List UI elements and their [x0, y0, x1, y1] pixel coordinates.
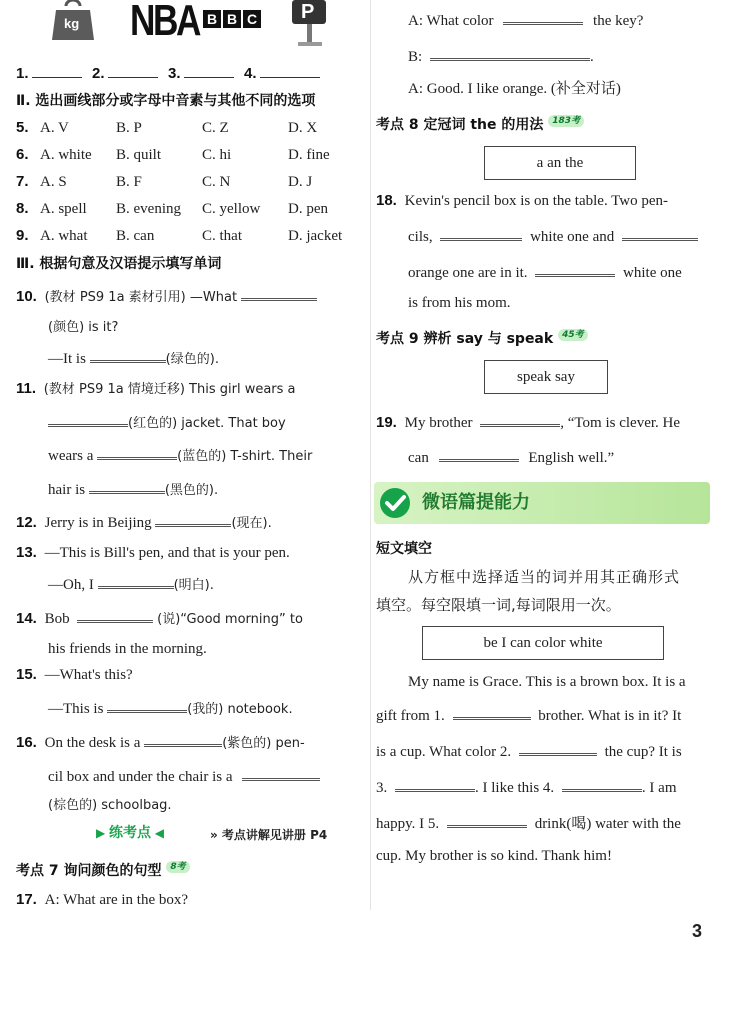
option-c[interactable]: C. Z [202, 120, 229, 136]
answer-blank[interactable] [242, 764, 320, 781]
question-8: 8. A. spell B. evening C. yellow D. pen [16, 198, 29, 220]
answer-blank[interactable] [97, 443, 177, 460]
question-18: 18. Kevin's pencil box is on the table. Two pen- [376, 192, 669, 209]
passage-line-2: gift from 1. brother. What is in it? It [376, 703, 681, 727]
option-d[interactable]: D. jacket [288, 228, 343, 244]
option-b[interactable]: B. quilt [116, 147, 162, 163]
answer-row-1-4: 1. 2. 3. 4. [16, 63, 320, 85]
answer-blank[interactable] [440, 224, 522, 241]
option-d[interactable]: D. pen [288, 201, 328, 217]
question-5: 5. A. V B. P C. Z D. X [16, 117, 29, 139]
answer-blank[interactable] [77, 606, 153, 623]
option-d[interactable]: D. J [288, 174, 313, 190]
answer-blank[interactable] [535, 260, 615, 277]
banner-title: 微语篇提能力 [422, 492, 530, 513]
passage-line-3: is a cup. What color 2. the cup? It is [376, 739, 682, 763]
option-c[interactable]: C. N [202, 174, 231, 190]
option-d[interactable]: D. fine [288, 147, 330, 163]
answer-blank[interactable] [260, 63, 320, 78]
passage-instruction-1: 从方框中选择适当的词并用其正确形式 [408, 568, 681, 586]
answer-blank[interactable] [89, 477, 165, 494]
answer-blank[interactable] [480, 410, 560, 427]
option-c[interactable]: C. hi [202, 147, 232, 163]
answer-blank[interactable] [155, 510, 231, 527]
option-b[interactable]: B. evening [116, 201, 181, 217]
question-13: 13. —This is Bill's pen, and that is your pen. [16, 544, 290, 561]
option-c[interactable]: C. that [202, 228, 242, 244]
answer-blank[interactable] [430, 44, 590, 61]
question-15: 15. —What's this? [16, 666, 133, 683]
question-11: 11. (教材 PS9 1a 情境迁移) This girl wears a [16, 380, 296, 397]
passage-line-1: My name is Grace. This is a brown box. It is a [408, 674, 686, 690]
option-a[interactable]: A. white [40, 147, 92, 163]
option-b[interactable]: B. F [116, 174, 142, 190]
answer-blank[interactable] [519, 739, 597, 756]
question-7: 7. A. S B. F C. N D. J [16, 171, 29, 193]
answer-blank[interactable] [447, 811, 527, 828]
answer-blank[interactable] [32, 63, 82, 78]
word-box-articles: a an the [484, 146, 636, 180]
kp7-title: 考点 7 询问颜色的句型 8考 [16, 860, 190, 882]
option-a[interactable]: A. S [40, 174, 67, 190]
exam-count-badge: 45考 [558, 329, 588, 341]
passage-instruction-2: 填空。每空限填一词,每词限用一次。 [376, 596, 621, 614]
option-d[interactable]: D. X [288, 120, 318, 136]
word-box-passage: be I can color white [422, 626, 664, 660]
question-9: 9. A. what B. can C. that D. jacket [16, 225, 29, 247]
answer-blank[interactable] [108, 63, 158, 78]
arrow-left-icon: ◀ [154, 826, 164, 840]
exam-count-badge: 183考 [548, 115, 584, 127]
answer-blank[interactable] [395, 775, 475, 792]
section-2-title: Ⅱ. 选出画线部分或字母中音素与其他不同的选项 [16, 93, 316, 109]
parking-sign-icon: P [292, 0, 328, 48]
answer-blank[interactable] [453, 703, 531, 720]
question-17-line-b: B: . [408, 44, 594, 68]
nba-logo: NBA [130, 0, 200, 45]
exam-count-badge: 8考 [166, 861, 189, 873]
practice-reference: » 考点讲解见讲册 P4 [210, 828, 328, 842]
option-b[interactable]: B. P [116, 120, 142, 136]
question-17: 17. A: What are in the box? [16, 891, 189, 908]
section-3-title: Ⅲ. 根据句意及汉语提示填写单词 [16, 256, 222, 272]
option-a[interactable]: A. what [40, 228, 88, 244]
answer-blank[interactable] [439, 445, 519, 462]
answer-blank[interactable] [622, 224, 698, 241]
option-b[interactable]: B. can [116, 228, 155, 244]
question-17-line-a: A: What color the key? [408, 8, 643, 32]
question-14: 14. Bob (说)“Good morning” to [16, 606, 303, 631]
answer-blank[interactable] [144, 730, 222, 747]
arrow-right-icon: ▶ [96, 826, 106, 840]
question-10: 10. (教材 PS9 1a 素材引用) —What [16, 284, 317, 309]
kp8-title: 考点 8 定冠词 the 的用法 183考 [376, 114, 584, 136]
question-6: 6. A. white B. quilt C. hi D. fine [16, 144, 29, 166]
passage-line-6: cup. My brother is so kind. Thank him! [376, 848, 612, 864]
option-a[interactable]: A. V [40, 120, 69, 136]
kg-weight-icon [50, 0, 96, 40]
answer-blank[interactable] [48, 410, 128, 427]
answer-blank[interactable] [107, 696, 187, 713]
option-a[interactable]: A. spell [40, 201, 87, 217]
bbc-logo: B B C [203, 10, 261, 28]
passage-line-5: happy. I 5. drink(喝) water with the [376, 811, 681, 835]
question-16: 16. On the desk is a (紫色的) pen- [16, 730, 305, 755]
column-divider [370, 0, 371, 910]
answer-blank[interactable] [503, 8, 583, 25]
kp9-title: 考点 9 辨析 say 与 speak 45考 [376, 328, 588, 350]
page-number: 3 [692, 921, 703, 941]
kg-label: kg [64, 16, 80, 31]
question-19: 19. My brother , “Tom is clever. He [376, 410, 680, 434]
answer-blank[interactable] [241, 284, 317, 301]
checkmark-icon [378, 486, 412, 525]
answer-blank[interactable] [184, 63, 234, 78]
option-c[interactable]: C. yellow [202, 201, 261, 217]
answer-blank[interactable] [90, 346, 166, 363]
practice-label: ▶ 练考点 ◀ [96, 825, 164, 841]
word-box-say-speak: speak say [484, 360, 608, 394]
passage-line-4: 3. . I like this 4. . I am [376, 775, 677, 799]
answer-blank[interactable] [98, 572, 174, 589]
passage-heading: 短文填空 [376, 541, 432, 557]
answer-blank[interactable] [562, 775, 642, 792]
question-12: 12. Jerry is in Beijing (现在). [16, 510, 272, 535]
